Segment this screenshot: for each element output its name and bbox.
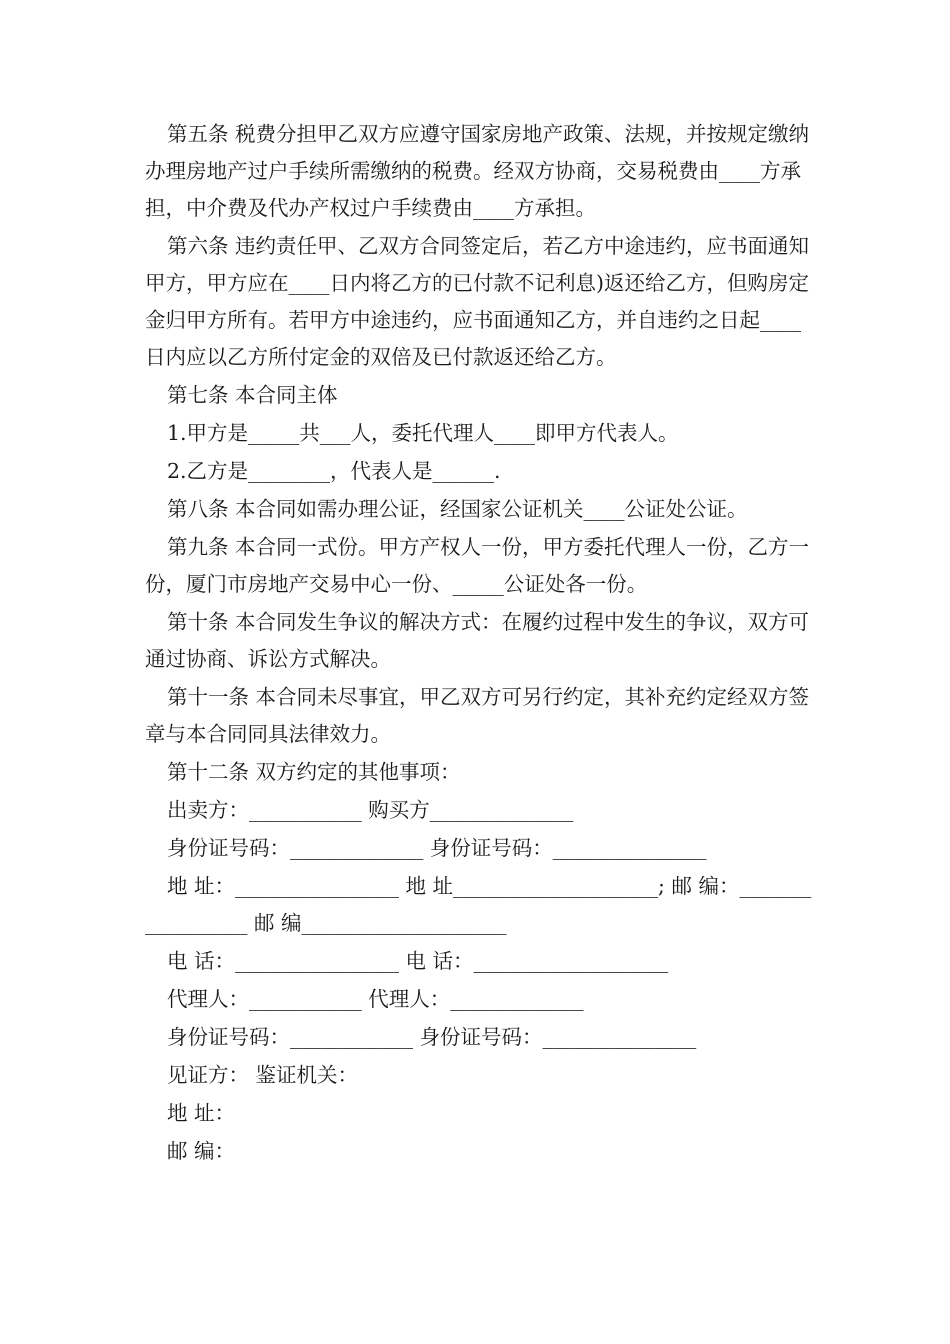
signature-agent: 代理人：___________ 代理人：_____________	[167, 987, 584, 1011]
article-10-dispute: 第十条 本合同发生争议的解决方式：在履约过程中发生的争议，双方可通过协商、诉讼方式解决。	[145, 610, 810, 671]
article-6-breach: 第六条 违约责任甲、乙双方合同签定后，若乙方中途违约，应书面通知甲方，甲方应在____日内将乙方的已付款不记利息)返还给乙方，但购房定金归甲方所有。若甲方中途违约，应书面通知乙方，并自违约之日起____日内应以乙方所付定金的双倍及已付款返还给乙方。	[145, 234, 810, 369]
witness-address: 地 址：	[167, 1101, 236, 1125]
document-body	[145, 116, 813, 1170]
article-7-heading: 第七条 本合同主体	[167, 383, 338, 407]
article-7-party-b: 2.乙方是________，代表人是______.	[167, 459, 501, 483]
article-9-copies: 第九条 本合同一式份。甲方产权人一份，甲方委托代理人一份，乙方一份，厦门市房地产交易中心一份、_____公证处各一份。	[145, 535, 810, 596]
article-11-supplement: 第十一条 本合同未尽事宜，甲乙双方可另行约定，其补充约定经双方签章与本合同同具法律效力。	[145, 685, 810, 746]
article-7-party-a: 1.甲方是_____共___人，委托代理人____即甲方代表人。	[167, 421, 679, 445]
article-8-notary: 第八条 本合同如需办理公证，经国家公证机关____公证处公证。	[167, 497, 748, 521]
signature-address-postcode: 地 址：________________ 地 址____________________; 邮 编：_________________ 邮 编____________________	[145, 874, 812, 935]
article-5-tax: 第五条 税费分担甲乙双方应遵守国家房地产政策、法规，并按规定缴纳办理房地产过户手续所需缴纳的税费。经双方协商，交易税费由____方承担，中介费及代办产权过户手续费由____方承担。	[145, 122, 810, 220]
signature-phone: 电 话：________________ 电 话：___________________	[167, 949, 669, 973]
signature-agent-id: 身份证号码：____________ 身份证号码：_______________	[167, 1025, 697, 1049]
witness-postcode: 邮 编：	[167, 1139, 236, 1163]
signature-id-numbers: 身份证号码：_____________ 身份证号码：_______________	[167, 836, 707, 860]
signature-seller-buyer: 出卖方：___________ 购买方______________	[167, 798, 574, 822]
article-12-other: 第十二条 双方约定的其他事项：	[167, 760, 461, 784]
witness-line: 见证方： 鉴证机关：	[167, 1063, 359, 1087]
